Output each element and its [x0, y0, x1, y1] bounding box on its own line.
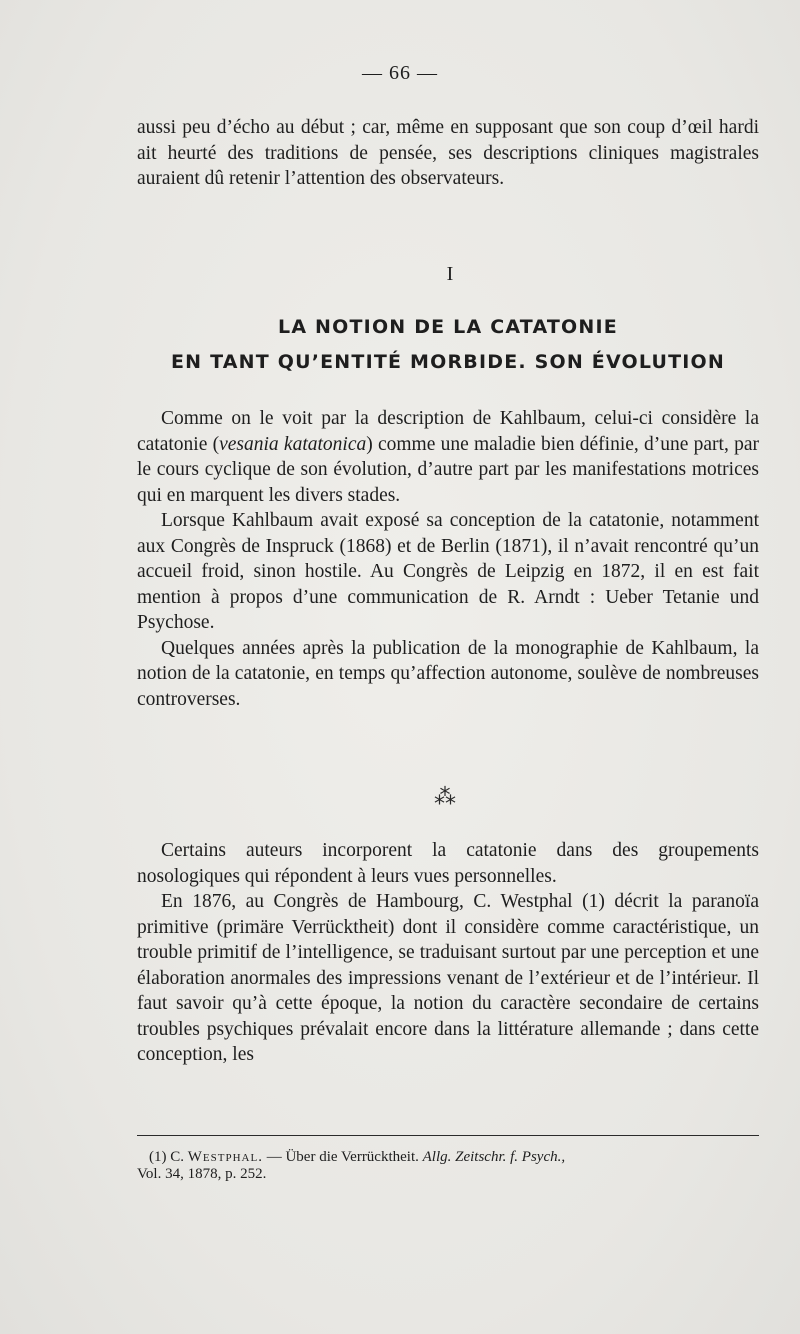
- italic-term: vesania katatonica: [219, 433, 367, 455]
- section-heading-line-1: LA NOTION DE LA CATATONIE: [278, 316, 618, 338]
- page-number: — 66 —: [362, 62, 438, 84]
- footnote-marker: (1) C.: [149, 1149, 184, 1165]
- paragraph-congress-reception: Lorsque Kahlbaum avait exposé sa conception de la catatonie, notamment aux Congrès de Inspruck (1868) et de Berlin (1871), il n’avait rencontré qu’un accueil froid, sinon hostile. Au Congrès de Leipzig en 1872, il en est fait mention à propos d’une communication de R. Arndt : Ueber Tetanie und Psychose.: [137, 510, 759, 633]
- asterism-separator: ⁂: [434, 785, 456, 810]
- footnote-reference: Vol. 34, 1878, p. 252.: [137, 1166, 267, 1182]
- footnote: [137, 1149, 759, 1183]
- section-heading-line-2: EN TANT QU’ENTITÉ MORBIDE. SON ÉVOLUTION: [170, 351, 726, 373]
- paragraph-westphal: En 1876, au Congrès de Hambourg, C. Westphal (1) décrit la paranoïa primitive (primäre Verrücktheit) dont il considère comme caractéristique, un trouble primitif de l’intelligence, se traduisant surtout par une perception et une élaboration anormales des impressions venant de l’extérieur et de l’intérieur. Il faut savoir qu’à cette époque, la notion du caractère secondaire de certains troubles psychiques prévalait encore dans la littérature allemande ; dans cette conception, les: [137, 891, 759, 1065]
- footnote-citation: [137, 1149, 759, 1166]
- paragraph-controversies: Quelques années après la publication de la monographie de Kahlbaum, la notion de la catatonie, en temps qu’affection autonome, soulève de nombreuses controverses.: [137, 637, 759, 710]
- footnote-rule: [137, 1135, 759, 1136]
- footnote-journal: Allg. Zeitschr. f. Psych.,: [422, 1149, 566, 1165]
- intro-paragraph-block: [137, 115, 759, 192]
- paragraph-text: Comme on le voit par la description de Kahlbaum, celui-ci considère la catatonie (: [137, 408, 759, 455]
- paragraph-text: ) comme une maladie bien définie, d’une part, par le cours cyclique de son évolution, d’autre part par les manifestations motrices qui en marquent les divers stades.: [137, 433, 759, 506]
- footnote-title: — Über die Verrücktheit.: [266, 1149, 419, 1165]
- body-section-1: [137, 406, 759, 712]
- paragraph-kahlbaum-description: [137, 406, 759, 508]
- intro-paragraph: aussi peu d’écho au début ; car, même en supposant que son coup d’œil hardi ait heurté des traditions de pensée, ses descriptions cliniques magistrales auraient dû retenir l’attention des observateurs.: [137, 117, 759, 189]
- section-numeral: I: [446, 263, 454, 285]
- footnote-author: Westphal.: [187, 1149, 263, 1165]
- body-section-2: [137, 838, 759, 1068]
- paragraph-nosological-groups: Certains auteurs incorporent la catatonie dans des groupements nosologiques qui répondent à leurs vues personnelles.: [137, 840, 759, 887]
